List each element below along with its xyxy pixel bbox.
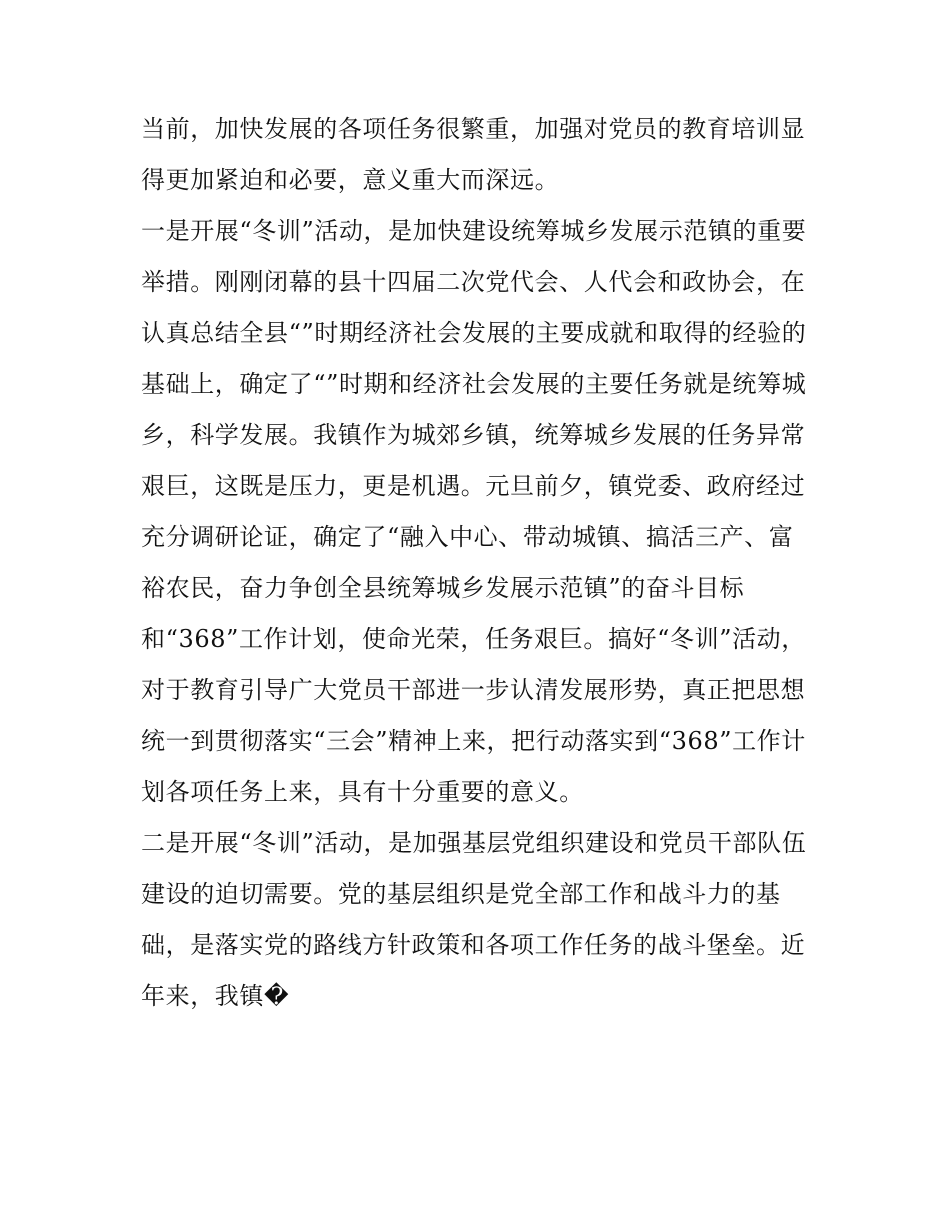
text-line: 举措。刚刚闭幕的县十四届二次党代会、人代会和政协会，在 bbox=[141, 268, 806, 296]
text-line: 一是开展“冬训”活动，是加快建设统筹城乡发展示范镇的重要 bbox=[141, 217, 807, 245]
document-body bbox=[141, 104, 831, 1022]
text-line: 裕农民，奋力争创全县统筹城乡发展示范镇”的奋斗目标 bbox=[141, 574, 745, 602]
text-line: 划各项任务上来，具有十分重要的意义。 bbox=[141, 778, 584, 806]
text-line: 础，是落实党的路线方针政策和各项工作任务的战斗堡垒。近 bbox=[141, 931, 806, 959]
text-line: 二是开展“冬训”活动，是加强基层党组织建设和党员干部队伍 bbox=[141, 829, 807, 857]
text-line: 艰巨，这既是压力，更是机遇。元旦前夕，镇党委、政府经过 bbox=[141, 472, 806, 500]
text-line: 乡，科学发展。我镇作为城郊乡镇，统筹城乡发展的任务异常 bbox=[141, 421, 806, 449]
text-line: 基础上，确定了“”时期和经济社会发展的主要任务就是统筹城 bbox=[141, 370, 807, 398]
text-line: 认真总结全县“”时期经济社会发展的主要成就和取得的经验的 bbox=[141, 319, 807, 347]
text-line: 统一到贯彻落实“三会”精神上来，把行动落实到“368”工作计 bbox=[141, 727, 806, 755]
text-line: 得更加紧迫和必要，意义重大而深远。 bbox=[141, 166, 560, 194]
text-line: 充分调研论证，确定了“融入中心、带动城镇、搞活三产、富 bbox=[141, 523, 794, 551]
text-line: 年来，我镇� bbox=[141, 982, 290, 1010]
text-line: 当前，加快发展的各项任务很繁重，加强对党员的教育培训显 bbox=[141, 115, 806, 143]
text-line: 建设的迫切需要。党的基层组织是党全部工作和战斗力的基 bbox=[141, 880, 781, 908]
text-line: 和“368”工作计划，使命光荣，任务艰巨。搞好“冬训”活动， bbox=[141, 625, 806, 653]
text-line: 对于教育引导广大党员干部进一步认清发展形势，真正把思想 bbox=[141, 676, 806, 704]
